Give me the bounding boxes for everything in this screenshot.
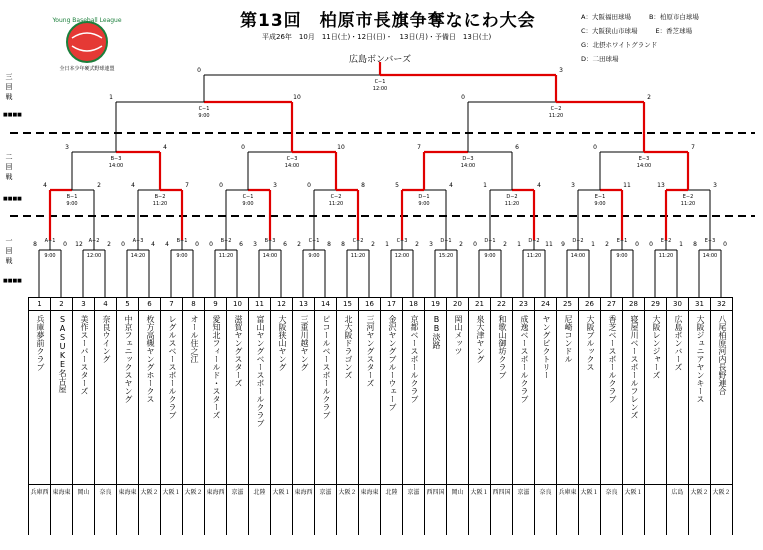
team-number: 2 [51, 297, 72, 311]
team-number: 13 [293, 297, 314, 311]
game-code: C−3 [396, 238, 408, 244]
team-area: 岡山 [77, 489, 90, 496]
team-column [73, 297, 95, 535]
team-table [28, 297, 733, 535]
score: 4 [449, 182, 453, 189]
round-mark: ■■■■ [3, 112, 22, 118]
team-number: 18 [403, 297, 424, 311]
team-name: レグルスベースボールクラブ [161, 311, 183, 485]
team-column [183, 297, 205, 535]
game-time: 9:00 [198, 113, 210, 119]
game-time: 9:00 [594, 201, 606, 207]
game-code: C−2 [330, 194, 342, 200]
team-column [535, 297, 557, 535]
team-number: 6 [139, 297, 160, 311]
game-time: 15:20 [438, 253, 454, 259]
league-logo [52, 14, 122, 72]
venue-item: G：北摂ホワイトグランド [581, 41, 658, 49]
team-column [447, 297, 469, 535]
score: 11 [545, 241, 553, 248]
baseball-logo-icon [52, 14, 122, 72]
team-area: 大阪１ [162, 489, 181, 496]
team-area: 岡山 [451, 489, 464, 496]
score: 0 [635, 241, 639, 248]
score: 2 [371, 241, 375, 248]
team-name: 富山ヤングベースボールクラブ [249, 311, 271, 485]
score: 2 [297, 241, 301, 248]
game-time: 11:20 [526, 253, 542, 259]
champion-name: 広島ボンバーズ [349, 55, 411, 65]
score: 3 [571, 182, 575, 189]
team-number: 31 [689, 297, 710, 311]
score: 2 [97, 182, 101, 189]
score: 1 [109, 94, 113, 101]
team-column [271, 297, 293, 535]
team-column [249, 297, 271, 535]
game-code: D−2 [506, 194, 518, 200]
team-area: 東海東 [52, 489, 71, 496]
game-code: E−1 [594, 194, 606, 200]
score: 3 [559, 67, 563, 74]
score: 3 [713, 182, 717, 189]
game-time: 9:00 [44, 253, 56, 259]
team-column [491, 297, 513, 535]
score: 10 [337, 144, 345, 151]
game-time: 11:20 [548, 113, 564, 119]
game-time: 14:20 [130, 253, 146, 259]
score: 2 [459, 241, 463, 248]
team-column [359, 297, 381, 535]
score: 8 [693, 241, 697, 248]
game-code: B−2 [154, 194, 166, 200]
team-name: ピコールベースボールクラブ [315, 311, 337, 485]
venue-item: E：香芝球場 [655, 27, 693, 35]
score: 13 [657, 182, 665, 189]
game-code: B−1 [176, 238, 188, 244]
game-code: B−3 [264, 238, 276, 244]
game-time: 11:20 [328, 201, 344, 207]
team-area: 大阪２ [712, 489, 731, 496]
team-number: 20 [447, 297, 468, 311]
score: 10 [293, 94, 301, 101]
team-number: 10 [227, 297, 248, 311]
game-code: A−3 [132, 238, 144, 244]
team-name: 奈良ウイング [95, 311, 117, 485]
page-title: 第13回 柏原市長旗争奪なにわ大会 [240, 11, 536, 31]
schedule-dates: 平成26年 10月 11日(土)・12日(日)・ 13日(月)・予備日 13日(土) [262, 33, 492, 41]
score: 0 [473, 241, 477, 248]
game-time: 9:00 [66, 201, 78, 207]
game-time: 14:00 [262, 253, 278, 259]
score: 3 [273, 182, 277, 189]
score: 2 [107, 241, 111, 248]
team-number: 21 [469, 297, 490, 311]
team-number: 15 [337, 297, 358, 311]
team-name: 和歌山御坊クラブ [491, 311, 513, 485]
game-code: D−1 [440, 238, 452, 244]
team-number: 26 [579, 297, 600, 311]
team-name: SASUKE名古屋 [51, 311, 73, 485]
game-time: 14:00 [284, 163, 300, 169]
score: 4 [537, 182, 541, 189]
team-area: 兵庫東 [558, 489, 577, 496]
team-name: 八尾柏原河内長野連合 [711, 311, 733, 485]
score: 7 [417, 144, 421, 151]
team-name: 尼崎コンドル [557, 311, 579, 485]
venue-item: A：大阪福田球場 [581, 13, 631, 21]
team-area: 京滋 [231, 489, 244, 496]
venue-item: D：二田球場 [581, 55, 619, 63]
team-column [579, 297, 601, 535]
game-code: D−2 [528, 238, 540, 244]
team-column [667, 297, 689, 535]
team-number: 23 [513, 297, 534, 311]
score: 2 [503, 241, 507, 248]
score: 3 [253, 241, 257, 248]
team-name: 金沢ヤングブルーウェーブ [381, 311, 403, 485]
game-code: B−1 [66, 194, 78, 200]
score: 2 [605, 241, 609, 248]
score: 6 [283, 241, 287, 248]
team-column [29, 297, 51, 535]
team-area: 東海西 [206, 489, 225, 496]
team-name: 三重川越ヤング [293, 311, 315, 485]
team-area: 大阪１ [470, 489, 489, 496]
game-time: 14:00 [108, 163, 124, 169]
team-area: 北陸 [385, 489, 398, 496]
game-time: 9:00 [176, 253, 188, 259]
game-time: 9:00 [418, 201, 430, 207]
round-mark: ■■■■ [3, 196, 22, 202]
team-name: BB淡路 [425, 311, 447, 485]
score: 4 [43, 182, 47, 189]
team-number: 8 [183, 297, 204, 311]
score: 0 [121, 241, 125, 248]
team-column [601, 297, 623, 535]
team-area: 東海東 [360, 489, 379, 496]
game-code: C−2 [352, 238, 364, 244]
score: 0 [593, 144, 597, 151]
team-area [645, 485, 666, 539]
team-name: 美作スーパースターズ [73, 311, 95, 485]
score: 1 [483, 182, 487, 189]
game-code: D−2 [572, 238, 584, 244]
team-area: 京滋 [517, 489, 530, 496]
team-column [469, 297, 491, 535]
game-time: 11:20 [658, 253, 674, 259]
game-time: 11:20 [504, 201, 520, 207]
team-column [51, 297, 73, 535]
team-area: 兵庫西 [30, 489, 49, 496]
score: 0 [195, 241, 199, 248]
team-name: 香芝ベースボールクラブ [601, 311, 623, 485]
team-area: 大阪１ [272, 489, 291, 496]
team-name: オール住之江 [183, 311, 205, 485]
team-column [139, 297, 161, 535]
game-time: 11:20 [680, 201, 696, 207]
team-name: 広島ボンバーズ [667, 311, 689, 485]
score: 7 [185, 182, 189, 189]
score: 0 [63, 241, 67, 248]
game-code: C−3 [286, 156, 298, 162]
team-name: 岡山メッツ [447, 311, 469, 485]
score: 0 [461, 94, 465, 101]
game-code: C−1 [242, 194, 254, 200]
venue-list [581, 10, 761, 66]
score: 0 [307, 182, 311, 189]
score: 8 [341, 241, 345, 248]
team-name: 大阪ジュニアヤンキース [689, 311, 711, 485]
round-label-3: 三回戦 [5, 73, 13, 101]
game-code: E−2 [682, 194, 694, 200]
game-code: D−1 [418, 194, 430, 200]
game-code: B−2 [220, 238, 232, 244]
team-name: 大阪レンジャーズ [645, 311, 667, 485]
game-time: 9:00 [242, 201, 254, 207]
team-area: 大阪１ [580, 489, 599, 496]
logo-text: Young Baseball League [52, 17, 122, 24]
score: 1 [385, 241, 389, 248]
team-column [623, 297, 645, 535]
team-name: 三河ヤングスターズ [359, 311, 381, 485]
team-name: 愛知北フィールド・スターズ [205, 311, 227, 485]
score: 12 [75, 241, 83, 248]
team-number: 32 [711, 297, 732, 311]
game-time: 12:00 [394, 253, 410, 259]
team-name: 滋賀ヤングスターズ [227, 311, 249, 485]
game-time: 14:00 [570, 253, 586, 259]
team-number: 22 [491, 297, 512, 311]
team-number: 9 [205, 297, 226, 311]
game-code: C−1 [374, 79, 386, 85]
team-number: 28 [623, 297, 644, 311]
round-label-1: 一回戦 [5, 237, 13, 265]
score: 3 [65, 144, 69, 151]
team-number: 19 [425, 297, 446, 311]
team-column [293, 297, 315, 535]
team-name: 枚方高槻ヤングホークス [139, 311, 161, 485]
team-column [711, 297, 733, 535]
team-area: 京滋 [319, 489, 332, 496]
score: 3 [429, 241, 433, 248]
game-code: A−2 [88, 238, 100, 244]
round-label-2: 二回戦 [5, 153, 13, 181]
game-time: 11:20 [152, 201, 168, 207]
team-number: 29 [645, 297, 666, 311]
team-name: 中京フェニックスヤング [117, 311, 139, 485]
venue-item: C：大阪狭山市球場 [581, 27, 638, 35]
team-area: 京滋 [407, 489, 420, 496]
score: 0 [219, 182, 223, 189]
score: 7 [691, 144, 695, 151]
team-area: 大阪２ [338, 489, 357, 496]
score: 2 [647, 94, 651, 101]
game-code: C−1 [198, 106, 210, 112]
team-name: 兵庫夢前クラブ [29, 311, 51, 485]
team-column [403, 297, 425, 535]
team-number: 4 [95, 297, 116, 311]
team-name: 泉大津ヤング [469, 311, 491, 485]
game-code: B−3 [110, 156, 122, 162]
game-time: 11:20 [218, 253, 234, 259]
game-code: D−1 [484, 238, 496, 244]
game-code: C−2 [550, 106, 562, 112]
score: 0 [649, 241, 653, 248]
score: 1 [517, 241, 521, 248]
game-code: E−1 [616, 238, 628, 244]
team-name: 成逸ベースボールクラブ [513, 311, 535, 485]
game-code: A−1 [44, 238, 56, 244]
score: 4 [151, 241, 155, 248]
score: 1 [591, 241, 595, 248]
team-area: 西四国 [426, 489, 445, 496]
score: 4 [131, 182, 135, 189]
team-area: 広島 [671, 489, 684, 496]
team-number: 17 [381, 297, 402, 311]
team-number: 1 [29, 297, 50, 311]
team-area: 大阪１ [624, 489, 643, 496]
score: 8 [327, 241, 331, 248]
game-time: 9:00 [616, 253, 628, 259]
score: 0 [241, 144, 245, 151]
team-column [315, 297, 337, 535]
round-mark: ■■■■ [3, 278, 22, 284]
team-column [689, 297, 711, 535]
game-time: 12:00 [86, 253, 102, 259]
team-area: 奈良 [539, 489, 552, 496]
game-code: C−1 [308, 238, 320, 244]
score: 0 [723, 241, 727, 248]
game-time: 9:00 [484, 253, 496, 259]
score: 0 [197, 67, 201, 74]
team-number: 11 [249, 297, 270, 311]
score: 2 [415, 241, 419, 248]
game-time: 14:00 [460, 163, 476, 169]
team-column [381, 297, 403, 535]
team-name: 北大阪ドラゴンズ [337, 311, 359, 485]
score: 6 [515, 144, 519, 151]
team-name: 京都ベースボールクラブ [403, 311, 425, 485]
team-column [513, 297, 535, 535]
team-column [205, 297, 227, 535]
team-name: 大阪ブルックス [579, 311, 601, 485]
score: 11 [623, 182, 631, 189]
score: 5 [395, 182, 399, 189]
team-column [425, 297, 447, 535]
team-area: 東海西 [294, 489, 313, 496]
score: 0 [209, 241, 213, 248]
team-area: 北陸 [253, 489, 266, 496]
team-number: 7 [161, 297, 182, 311]
team-area: 奈良 [99, 489, 112, 496]
team-area: 東海東 [118, 489, 137, 496]
team-name: ヤングビクトリー [535, 311, 557, 485]
team-number: 14 [315, 297, 336, 311]
team-column [645, 297, 667, 535]
score: 4 [163, 144, 167, 151]
game-code: E−2 [660, 238, 672, 244]
team-area: 西四国 [492, 489, 511, 496]
game-time: 11:20 [350, 253, 366, 259]
team-name: 大阪狭山ヤング [271, 311, 293, 485]
team-column [337, 297, 359, 535]
score: 8 [361, 182, 365, 189]
logo-subtext: 全日本少年硬式野球連盟 [59, 66, 115, 72]
team-number: 12 [271, 297, 292, 311]
team-column [557, 297, 579, 535]
score: 1 [679, 241, 683, 248]
team-number: 24 [535, 297, 556, 311]
game-time: 14:00 [636, 163, 652, 169]
team-area: 大阪２ [184, 489, 203, 496]
team-number: 27 [601, 297, 622, 311]
game-code: E−3 [638, 156, 650, 162]
score: 6 [239, 241, 243, 248]
game-time: 12:00 [372, 86, 388, 92]
team-area: 大阪２ [140, 489, 159, 496]
game-time: 14:00 [702, 253, 718, 259]
venue-item: B：柏原市白球場 [648, 13, 699, 21]
game-code: E−3 [704, 238, 716, 244]
team-column [95, 297, 117, 535]
team-number: 16 [359, 297, 380, 311]
game-code: D−3 [462, 156, 474, 162]
game-time: 9:00 [308, 253, 320, 259]
team-number: 25 [557, 297, 578, 311]
team-area: 奈良 [605, 489, 618, 496]
score: 8 [33, 241, 37, 248]
team-column [161, 297, 183, 535]
team-column [227, 297, 249, 535]
team-number: 3 [73, 297, 94, 311]
team-name: 寝屋川ベースボールフレンズ [623, 311, 645, 485]
team-number: 5 [117, 297, 138, 311]
team-column [117, 297, 139, 535]
score: 9 [561, 241, 565, 248]
team-number: 30 [667, 297, 688, 311]
score: 4 [165, 241, 169, 248]
team-area: 大阪２ [690, 489, 709, 496]
